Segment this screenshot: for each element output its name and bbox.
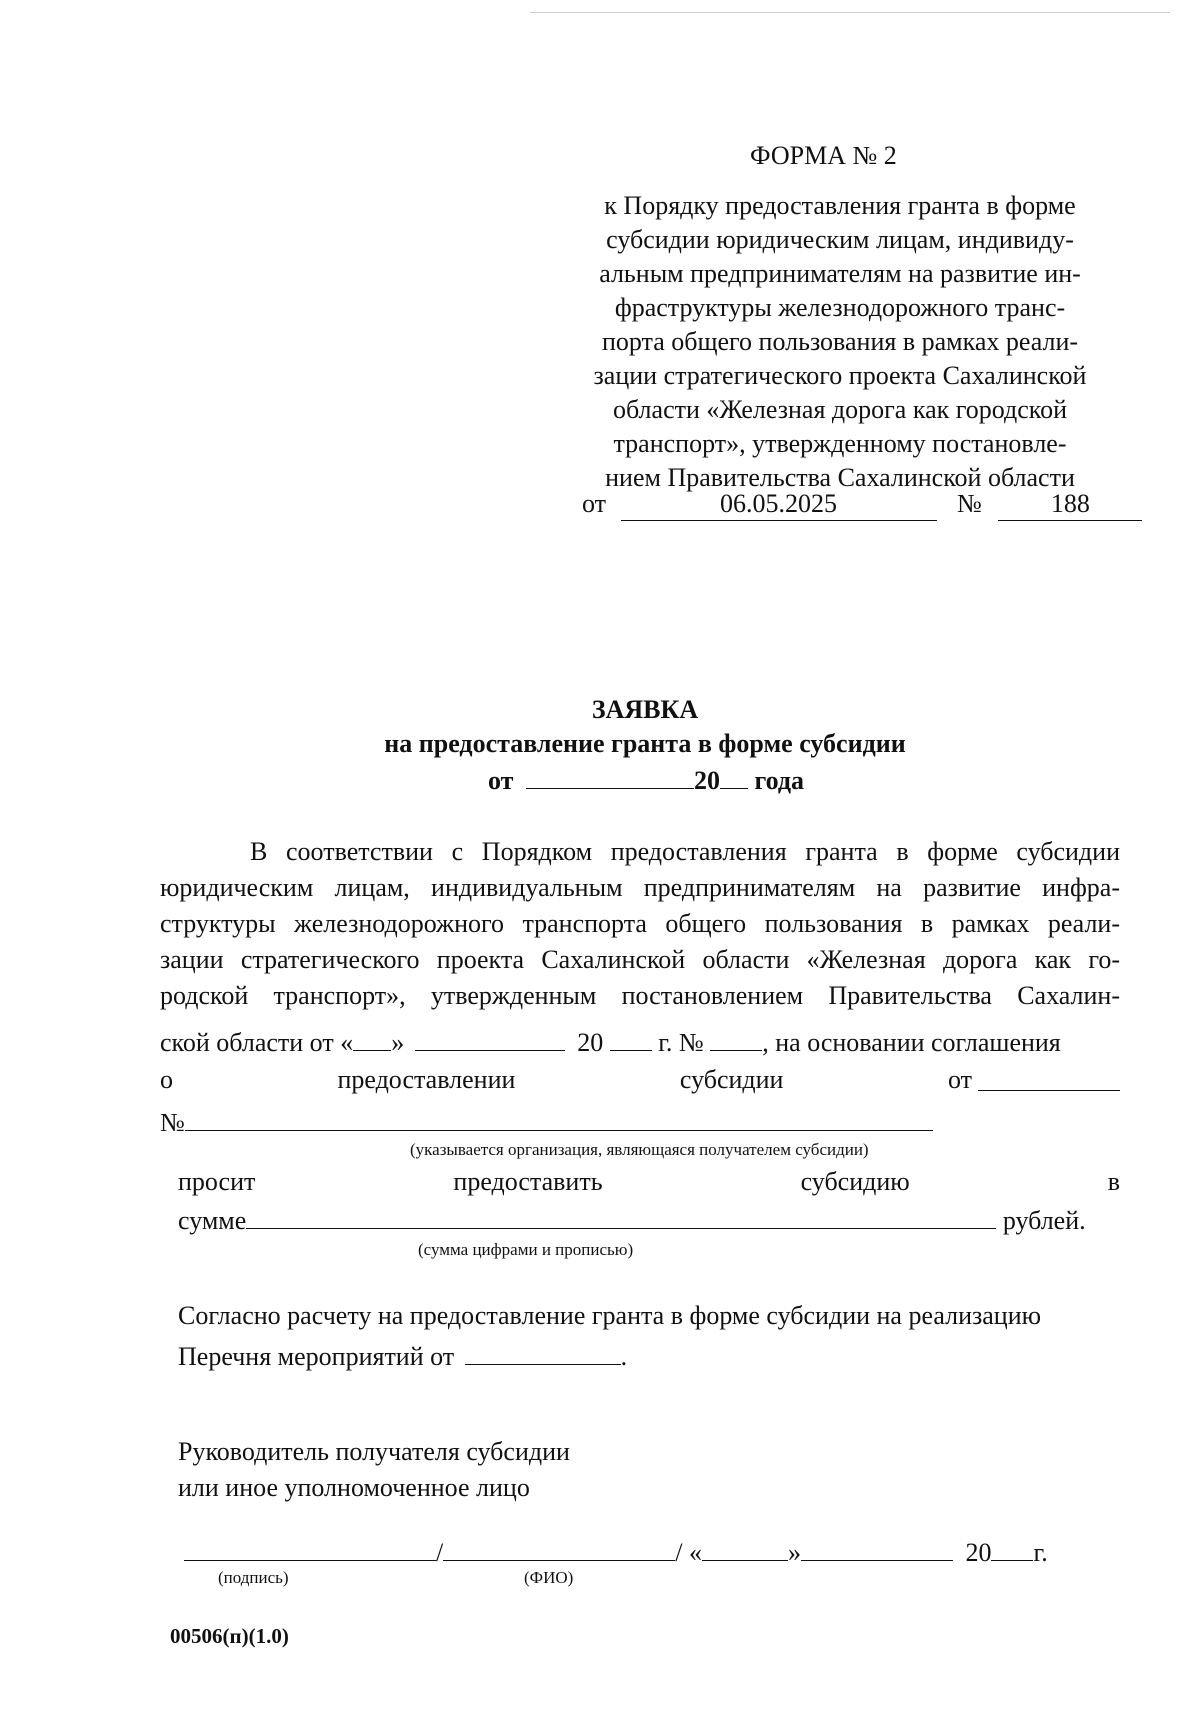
resolution-month-blank[interactable] [415,1024,565,1051]
year-suffix: года [754,766,804,795]
request-line [178,1166,1120,1198]
header-line: фраструктуры железнодорожного транс- [614,293,1066,322]
para-line-text: юридическим лицам, индивидуальным предпринимателям на развитие инфра- [160,873,1120,902]
resolution-day-blank[interactable] [353,1024,391,1051]
para-line-text: родской транспорт», утвержденным постановлением Правительства Сахалин- [160,981,1120,1010]
period: . [620,1342,628,1371]
word: в [1107,1167,1120,1196]
form-code: 00506(п)(1.0) [170,1624,289,1648]
header-line: транспорт», утвержденному постановле- [613,429,1067,458]
header-date-line [582,488,1142,521]
number-label: № [957,489,982,518]
document-title: ЗАЯВКА [591,695,699,724]
header-line: порта общего пользования в рамках реали- [601,327,1079,356]
year-suffix: г. [1033,1538,1048,1567]
signature-blank[interactable] [184,1534,436,1561]
document-subtitle: на предоставление гранта в форме субсидии [384,729,906,758]
measures-date-blank[interactable] [465,1338,621,1365]
word: субсидии [679,1065,784,1094]
word: просит [178,1167,256,1196]
signature-line [184,1534,1048,1569]
header-line: субсидии юридическим лицам, индивиду- [606,225,1074,254]
date-blank[interactable] [526,762,694,789]
resolution-number-blank[interactable] [710,1024,762,1051]
calculation-line-2 [178,1338,627,1373]
para-line-text: зации стратегического проекта Сахалинской области «Железная дорога как го- [160,945,1120,974]
agreement-date-blank[interactable] [978,1090,1120,1091]
scan-edge-line [530,12,1170,13]
para-line-4 [160,944,1120,976]
organization-caption: (указывается организация, являющаяся получателем субсидии) [410,1140,869,1159]
para-line-2 [160,872,1120,904]
sign-year-prefix: 20 [965,1538,992,1567]
header-line: нием Правительства Сахалинской области [605,463,1075,492]
header-line: области «Железная дорога как городской [612,395,1068,424]
para-line-7 [160,1064,972,1096]
date-prefix: от [488,766,514,795]
year-prefix: 20 [693,766,720,795]
close-quote: » [787,1538,801,1567]
para-line-1 [250,836,1120,868]
form-number: ФОРМА № 2 [750,141,897,170]
from-label: от [582,489,607,518]
measures-label: Перечня мероприятий от [178,1342,455,1371]
organization-line [160,1104,933,1139]
signature-caption: (подпись) [218,1568,289,1587]
organization-blank[interactable] [185,1104,933,1131]
sign-year-blank[interactable] [991,1534,1033,1561]
name-caption: (ФИО) [524,1568,574,1587]
name-blank[interactable] [443,1534,675,1561]
word: о [160,1065,173,1094]
calculation-line-1: Согласно расчету на предоставление гранта в форме субсидии на реализацию [178,1301,1042,1330]
header-line: зации стратегического проекта Сахалинской [593,361,1087,390]
approval-number: 188 [998,488,1142,521]
currency-label: рублей. [1002,1206,1086,1235]
resolution-date-prefix: ской области от « [160,1028,354,1057]
word: от [947,1065,972,1094]
resolution-year-prefix: 20 [577,1028,604,1057]
para-line-6 [160,1024,1061,1059]
sign-month-blank[interactable] [801,1534,953,1561]
para-line-text: В соответствии с Порядком предоставления гранта в форме субсидии [250,837,1120,866]
header-line: к Порядку предоставления гранта в форме [604,191,1076,220]
word: субсидию [800,1167,910,1196]
resolution-year-blank[interactable] [610,1024,652,1051]
approval-date: 06.05.2025 [621,488,937,521]
sum-label: сумме [178,1206,247,1235]
agreement-basis-text: , на основании соглашения [762,1028,1061,1057]
year-blank[interactable] [720,762,748,789]
resolution-number-label: г. № [658,1028,704,1057]
sum-line [178,1202,1086,1237]
agreement-number-label: № [160,1108,185,1137]
signatory-line-2: или иное уполномоченное лицо [178,1473,530,1502]
signatory-line-1: Руководитель получателя субсидии [178,1437,570,1466]
close-quote: » [391,1028,405,1057]
para-line-3 [160,908,1120,940]
sign-day-blank[interactable] [702,1534,788,1561]
sum-caption: (сумма цифрами и прописью) [418,1240,634,1259]
slash: / [675,1538,683,1567]
application-date-line [488,762,804,797]
word: предоставить [453,1167,603,1196]
para-line-text: структуры железнодорожного транспорта общего пользования в рамках реали- [160,909,1120,938]
header-appendix-text [570,190,1110,496]
para-line-5 [160,980,1120,1012]
open-quote: « [688,1538,702,1567]
sum-blank[interactable] [246,1202,996,1229]
slash: / [436,1538,444,1567]
word: предоставлении [337,1065,516,1094]
header-line: альным предпринимателям на развитие ин- [599,259,1081,288]
